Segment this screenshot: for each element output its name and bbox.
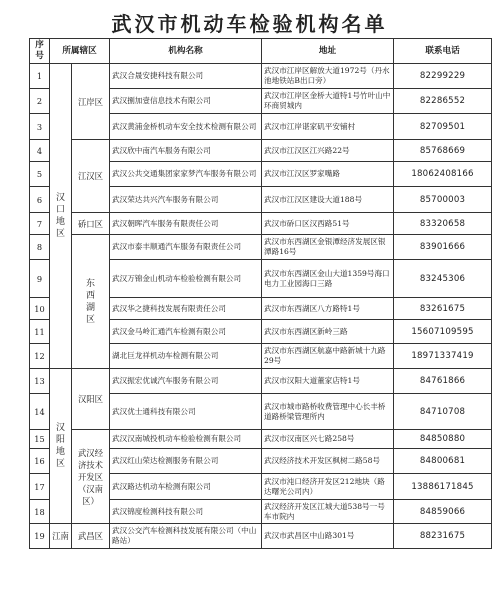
address: 武汉经济开发区江城大道538号一号车市院内: [262, 500, 394, 524]
district-cell: 江岸区: [72, 64, 110, 140]
table-row: [30, 430, 492, 449]
row-index: 18: [30, 500, 50, 524]
header-addr: 地址: [262, 39, 394, 64]
org-name: 武汉合晟安捷科技有限公司: [110, 64, 262, 89]
header-district: 所属辖区: [50, 39, 110, 64]
phone: 83261675: [394, 298, 492, 320]
table-row: [30, 213, 492, 235]
phone: 84800681: [394, 449, 492, 474]
address: 武汉市江汉区江兴路22号: [262, 140, 394, 162]
row-index: 11: [30, 320, 50, 344]
district-cell: 武昌区: [72, 524, 110, 549]
address: 武汉市武昌区中山路301号: [262, 524, 394, 549]
org-name: 湖北巨龙祥机动车检测有限公司: [110, 344, 262, 369]
region-label: 汉口地区: [55, 193, 65, 239]
row-index: 7: [30, 213, 50, 235]
row-index: 10: [30, 298, 50, 320]
region-cell: 江南: [50, 524, 72, 549]
phone: 18062408166: [394, 162, 492, 187]
district-cell: 汉阳区: [72, 369, 110, 430]
header-tel: 联系电话: [394, 39, 492, 64]
row-index: 12: [30, 344, 50, 369]
phone: 84710708: [394, 394, 492, 430]
phone: 82709501: [394, 114, 492, 140]
org-name: 武汉捌加壹信息技术有限公司: [110, 89, 262, 114]
address: 武汉市汉阳大道董家店特1号: [262, 369, 394, 394]
org-name: 武汉优士通科技有限公司: [110, 394, 262, 430]
address: 武汉市江汉区罗家嘴路: [262, 162, 394, 187]
table-row: [30, 524, 492, 549]
table-row: [30, 140, 492, 162]
phone: 88231675: [394, 524, 492, 549]
org-name: 武汉红山荣达检测服务有限公司: [110, 449, 262, 474]
phone: 83245306: [394, 260, 492, 298]
inspection-agency-table: [29, 38, 492, 549]
region-label: 汉阳地区: [55, 423, 65, 469]
org-name: 武汉公交汽车检测科技发展有限公司（中山路站）: [110, 524, 262, 549]
phone: 82286552: [394, 89, 492, 114]
org-name: 武汉路达机动车检测有限公司: [110, 474, 262, 500]
region-cell: [50, 64, 72, 369]
row-index: 9: [30, 260, 50, 298]
phone: 84850880: [394, 430, 492, 449]
address: 武汉市江岸谌家矶平安铺村: [262, 114, 394, 140]
district-label: 东西湖区: [85, 278, 95, 325]
org-name: 武汉朝晖汽车服务有限责任公司: [110, 213, 262, 235]
phone: 18971337419: [394, 344, 492, 369]
row-index: 16: [30, 449, 50, 474]
table-row: [30, 64, 492, 89]
header-seq: 序号: [30, 39, 50, 64]
phone: 84859066: [394, 500, 492, 524]
header-org: 机构名称: [110, 39, 262, 64]
org-name: 武汉振宏优诚汽车服务有限公司: [110, 369, 262, 394]
address: 武汉市城市路桥收费管理中心长丰桥道路桥梁管理所内: [262, 394, 394, 430]
district-cell: 硚口区: [72, 213, 110, 235]
phone: 83320658: [394, 213, 492, 235]
address: 武汉市汉南区兴七路258号: [262, 430, 394, 449]
district-cell: [72, 235, 110, 369]
phone: 84761866: [394, 369, 492, 394]
address: 武汉经济技术开发区枫树二路58号: [262, 449, 394, 474]
row-index: 4: [30, 140, 50, 162]
row-index: 1: [30, 64, 50, 89]
org-name: 武汉金马岭汇通汽车检测有限公司: [110, 320, 262, 344]
document-title: 武汉市机动车检验机构名单: [111, 12, 388, 36]
row-index: 13: [30, 369, 50, 394]
region-cell: [50, 369, 72, 524]
address: 武汉市东西湖区新岭三路: [262, 320, 394, 344]
address: 武汉市东西湖区金银潭经济发展区银潭路16号: [262, 235, 394, 260]
address: 武汉市江岸区金桥大道特1号竹叶山中环商贸城内: [262, 89, 394, 114]
row-index: 6: [30, 187, 50, 213]
org-name: 武汉华之捷科技发展有限责任公司: [110, 298, 262, 320]
address: 武汉市东西湖区航嘉中路新城十九路29号: [262, 344, 394, 369]
row-index: 5: [30, 162, 50, 187]
address: 武汉市沌口经济开发区212地块（路达曙光公司内）: [262, 474, 394, 500]
phone: 15607109595: [394, 320, 492, 344]
row-index: 14: [30, 394, 50, 430]
org-name: 武汉欣中南汽车服务有限公司: [110, 140, 262, 162]
org-name: 武汉公共交通集团家家梦汽车服务有限公司: [110, 162, 262, 187]
address: 武汉市江岸区解放大道1972号（丹水池地铁站B出口旁）: [262, 64, 394, 89]
row-index: 15: [30, 430, 50, 449]
row-index: 17: [30, 474, 50, 500]
phone: 85768669: [394, 140, 492, 162]
district-cell: 武汉经济技术开发区（汉南区）: [72, 430, 110, 524]
phone: 82299229: [394, 64, 492, 89]
org-name: 武汉锦度检测科技有限公司: [110, 500, 262, 524]
org-name: 武汉市泰丰顺通汽车服务有限责任公司: [110, 235, 262, 260]
row-index: 8: [30, 235, 50, 260]
org-name: 武汉荣达共兴汽车服务有限公司: [110, 187, 262, 213]
row-index: 3: [30, 114, 50, 140]
phone: 83901666: [394, 235, 492, 260]
table-row: [30, 235, 492, 260]
row-index: 19: [30, 524, 50, 549]
address: 武汉市江汉区建设大道188号: [262, 187, 394, 213]
address: 武汉市东西湖区八方路特1号: [262, 298, 394, 320]
row-index: 2: [30, 89, 50, 114]
address: 武汉市硚口区汉西路51号: [262, 213, 394, 235]
address: 武汉市东西湖区金山大道1359号海口电力工业园海口三路: [262, 260, 394, 298]
org-name: 武汉万锦金山机动车检验检测有限公司: [110, 260, 262, 298]
phone: 85700003: [394, 187, 492, 213]
district-cell: 江汉区: [72, 140, 110, 213]
table-header-row: [30, 39, 492, 64]
org-name: 武汉汉南城投机动车检验检测有限公司: [110, 430, 262, 449]
table-row: [30, 369, 492, 394]
phone: 13886171845: [394, 474, 492, 500]
org-name: 武汉黄浦金桥机动车安全技术检测有限公司: [110, 114, 262, 140]
